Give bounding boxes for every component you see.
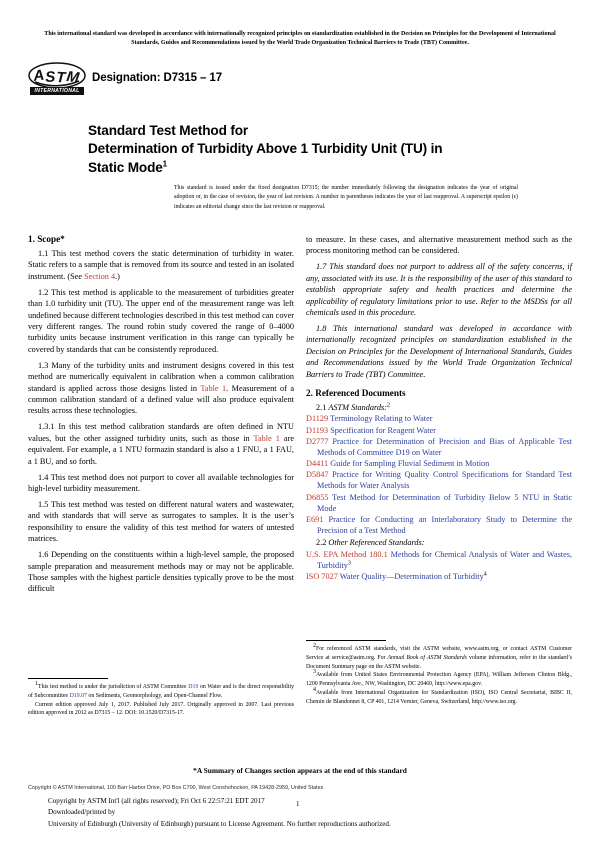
- copyright-line: Copyright © ASTM International, 100 Barr Harbor Drive, PO Box C700, West Conshohocken, PA 19428-2959, United States: [28, 785, 324, 791]
- footnote-text-a: This test method is under the jurisdiction of ASTM Committee: [38, 684, 189, 690]
- list-item[interactable]: [306, 572, 572, 583]
- list-item[interactable]: [306, 470, 572, 492]
- list-item[interactable]: [306, 414, 572, 425]
- list-item[interactable]: [306, 550, 572, 572]
- license-line-3: University of Edinburgh (University of Edinburgh) pursuant to License Agreement. No further reproductions authorized.: [48, 819, 391, 828]
- fixed-designation-note: This standard is issued under the fixed designation D7315; the number immediately following the designation indicates the year of original adoption or, in the case of revision, the year of last revision. A number in parentheses indicates the year of last reapproval. A superscript epsilon (ε) indicates an editorial change since the last revision or reapproval.: [174, 185, 518, 210]
- para-1-3-text-b: . Measurement of a common calibration standard of a defined value will also produce equivalent results across these technologies.: [28, 383, 294, 416]
- svg-text:S: S: [44, 68, 56, 86]
- license-line-1: Copyright by ASTM Int'l (all rights reserved); Fri Oct 6 22:57:21 EDT 2017: [48, 797, 265, 805]
- other-subhead-number: 2.2: [316, 538, 329, 548]
- paragraph-1-1: [28, 248, 294, 282]
- footnote-marker: 3: [313, 669, 316, 676]
- ref-title[interactable]: Methods for Chemical Analysis of Water and Wastes, Turbidity: [317, 549, 573, 570]
- footnotes-left: [28, 678, 294, 718]
- title-line-3: Static Mode: [88, 159, 163, 175]
- paragraph-1-6: 1.6 Depending on the constituents within a high-level sample, the proposed sample preparation and measurement methods may or may not be applicable. Those samples with the highest particle densities typically prove to be the most difficult: [28, 550, 294, 594]
- footnote-marker: 2: [313, 643, 316, 650]
- license-line-2: Downloaded/printed by: [48, 808, 116, 817]
- astm-standards-list: [306, 414, 572, 536]
- para-1-1-text-b: .): [115, 271, 120, 281]
- ref-title[interactable]: Specification for Reagent Water: [330, 425, 436, 435]
- footnote-1: [28, 683, 294, 701]
- astm-subhead-label: ASTM Standards:: [328, 403, 387, 413]
- ref-code[interactable]: E691: [306, 514, 324, 524]
- paragraph-1-2: 1.2 This test method is applicable to the measurement of turbidities greater than 1.0 turbidity unit (TU). The upper end of the measurement range was left undefined because different technologies described in this test method can cover very different ranges. The round robin study covered the range of 0–4000 turbidity units because instrument verification in this range can typically be covered by standards that can be consistently reproduced.: [28, 287, 294, 354]
- list-item[interactable]: [306, 515, 572, 537]
- section-heading-referenced-documents: 2. Referenced Documents: [306, 388, 406, 399]
- para-1-3-1-text-b: are equivalent. For example, a 1 NTU formazin standard is also a 1 FNU, a 1 FAU, a 1 BU, and so forth.: [28, 433, 294, 466]
- para-1-3-1-text-a: 1.3.1 In this test method calibration standards are often defined in NTU values, but the other assigned turbidity units, such as those in: [28, 422, 294, 443]
- subcommittee-d1907-link[interactable]: D19.07: [69, 692, 87, 699]
- ref-title[interactable]: Water Quality—Determination of Turbidity: [339, 571, 484, 581]
- section-4-link[interactable]: Section 4: [84, 271, 116, 281]
- page-number: 1: [296, 800, 300, 808]
- ref-code[interactable]: D5847: [306, 470, 329, 480]
- footnote-marker: 1: [35, 681, 38, 688]
- subheading-other-referenced-standards: [306, 537, 572, 548]
- title-line-2: Determination of Turbidity Above 1 Turbidity Unit (TU) in: [88, 141, 443, 157]
- footnote-text-post: volume information, refer to the standard’s Document Summary page on the ASTM website.: [306, 654, 572, 670]
- astm-logo: [28, 62, 88, 95]
- para-1-3-text-a: 1.3 Many of the turbidity units and instrument designs covered in this test method are numerically equivalent in calibration when a common calibration standard is applied across those designs listed in: [28, 360, 294, 393]
- page-title: [88, 122, 518, 177]
- committee-d19-link[interactable]: D19: [188, 684, 199, 690]
- paragraph-1-7: 1.7 This standard does not purport to address all of the safety concerns, if any, associated with its use. It is the responsibility of the user of this standard to establish appropriate safety and health practices and determine the applicability of regulatory limitations prior to use. Refer to the MSDSs for all chemicals used in this procedure.: [306, 262, 572, 318]
- footnote-text-b: on Water and is the direct responsibility of Subcommittee: [28, 684, 294, 699]
- astm-subhead-footnote-marker: 2: [386, 402, 390, 409]
- footnotes-right: [306, 640, 572, 706]
- body-column-left: [28, 234, 294, 599]
- ref-title[interactable]: Test Method for Determination of Turbidity Below 5 NTU in Static Mode: [317, 492, 573, 513]
- table-1-link-2[interactable]: Table 1: [253, 433, 280, 443]
- astm-international-label: INTERNATIONAL: [30, 87, 84, 95]
- svg-text:A: A: [32, 66, 46, 85]
- ref-footnote-marker: 3: [347, 559, 351, 566]
- footnote-text-pre: Available from International Organization for Standardization (ISO), ISO Central Secretariat, BIBC II, Chemin de Blandonnet 8, CP 401, 1214 Vernier, Geneva, Switzerland, http://www.iso.org.: [306, 689, 572, 705]
- footnote-rule: [306, 640, 386, 641]
- paragraph-1-3: [28, 360, 294, 417]
- ref-footnote-marker: 4: [483, 571, 487, 578]
- footnote-text-pre: For referenced ASTM standards, visit the ASTM website, www.astm.org, or contact ASTM Customer Service at service@astm.org. For: [306, 646, 572, 661]
- footnote-2: [306, 645, 572, 671]
- ref-code[interactable]: D6855: [306, 492, 329, 502]
- paragraph-1-6-continued: to measure. In these cases, and alternative measurement method such as the process monitoring method can be considered.: [306, 235, 572, 256]
- other-standards-list: [306, 550, 572, 583]
- list-item[interactable]: [306, 437, 572, 459]
- ref-code[interactable]: U.S. EPA Method 180.1: [306, 549, 388, 559]
- summary-of-changes-note: *A Summary of Changes section appears at the end of this standard: [193, 766, 407, 775]
- footnote-text-pre: Available from United States Environmental Protection Agency (EPA), William Jefferson Clinton Bldg., 1200 Pennsylvania Ave., NW, Washington, DC 20460, http://www.epa.gov.: [306, 672, 572, 688]
- ref-title[interactable]: Terminology Relating to Water: [330, 414, 433, 424]
- footnote-text-c: on Sediments, Geomorphology, and Open-Channel Flow.: [86, 692, 223, 699]
- other-subhead-label: Other Referenced Standards:: [328, 538, 425, 548]
- footnote-text-italic: Annual Book of ASTM Standards: [387, 654, 467, 661]
- astm-logo-mark: [28, 62, 86, 95]
- section-heading-scope: 1. Scope*: [28, 234, 65, 244]
- table-1-link[interactable]: Table 1: [200, 383, 227, 393]
- svg-text:T: T: [55, 69, 66, 87]
- footnote-rule: [28, 678, 108, 679]
- footnote-4: [306, 686, 572, 707]
- ref-title[interactable]: Practice for Writing Quality Control Specifications for Standard Test Methods for Water Analysis: [317, 470, 572, 491]
- ref-title[interactable]: Guide for Sampling Fluvial Sediment in Motion: [330, 459, 490, 469]
- footnote-marker: 4: [313, 686, 316, 693]
- designation-label: Designation: D7315 – 17: [92, 72, 223, 84]
- list-item[interactable]: [306, 426, 572, 437]
- list-item[interactable]: [306, 459, 572, 470]
- body-column-right: [306, 234, 572, 583]
- footnote-edition-info: Current edition approved July 1, 2017. Published July 2017. Originally approved in 2007. Last previous edition approved in 2012 as D7315 – 12. DOI: 10.1520/D7315-17.: [28, 701, 294, 717]
- footnote-3: [306, 671, 572, 689]
- title-line-1: Standard Test Method for: [88, 123, 249, 138]
- ref-code[interactable]: D1129: [306, 414, 329, 424]
- ref-code[interactable]: D2777: [306, 436, 329, 446]
- ref-code[interactable]: D1193: [306, 425, 329, 435]
- ref-title[interactable]: Practice for Conducting an Interlaboratory Study to Determine the Precision of a Test Method: [317, 514, 572, 535]
- para-1-1-text-a: 1.1 This test method covers the static determination of turbidity in water. Static refers to a sample that is removed from its source and tested in an isolated instrument. (See: [28, 248, 294, 281]
- astm-subhead-number: 2.1: [316, 403, 329, 413]
- paragraph-1-3-1: [28, 421, 294, 467]
- paragraph-1-4: 1.4 This test method does not purport to cover all available technologies for high-level turbidity measurement.: [28, 472, 294, 493]
- paragraph-1-5: 1.5 This test method was tested on different natural waters and wastewater, and with standards that will serve as surrogates to samples. It is the user’s responsibility to ensure the validity of this test method for waters of untested matrices.: [28, 499, 294, 544]
- subheading-astm-standards: [306, 402, 572, 413]
- wto-notice: This international standard was developed in accordance with internationally recognized principles on standardization established in the Decision on Principles for the Development of International Standards, Guides and Recommendations issued by the World Trade Organization Technical Barriers to Trade (TBT) Committee.: [44, 31, 556, 47]
- list-item[interactable]: [306, 493, 572, 515]
- paragraph-1-8: 1.8 This international standard was developed in accordance with internationally recognized principles on standardization established in the Decision on Principles for the Development of International Standards, Guides and Recommendations issued by the World Trade Organization Technical Barriers to Trade (TBT) Committee.: [306, 323, 572, 379]
- ref-code[interactable]: D4411: [306, 459, 329, 469]
- ref-code[interactable]: ISO 7027: [306, 571, 338, 581]
- title-footnote-marker: 1: [162, 159, 167, 169]
- ref-title[interactable]: Practice for Determination of Precision and Bias of Applicable Test Methods of Committee D19 on Water: [317, 436, 572, 457]
- svg-text:M: M: [65, 68, 81, 87]
